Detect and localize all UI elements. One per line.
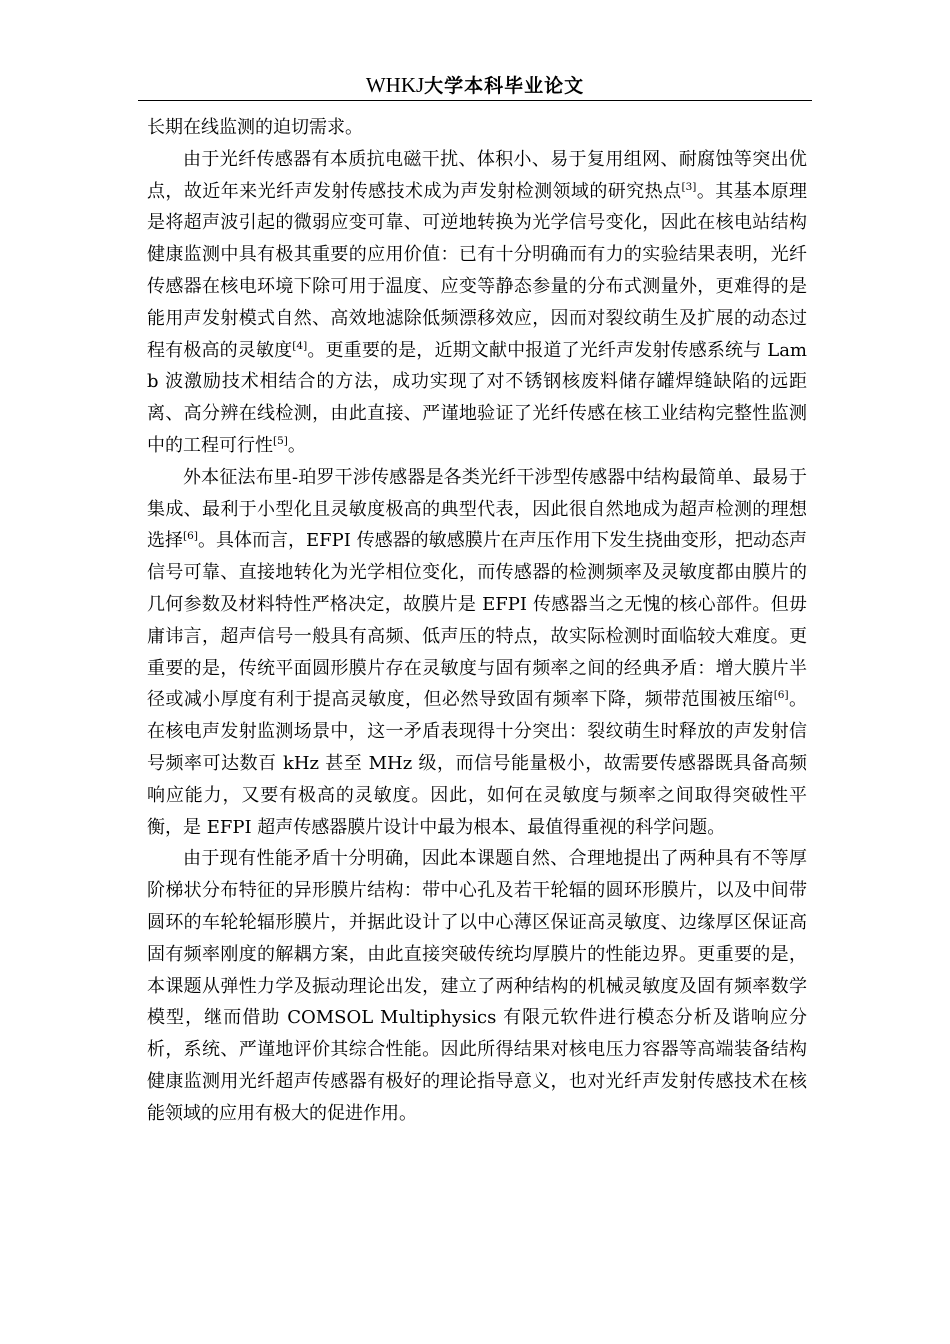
paragraph-text: 。在核电声发射监测场景中，这一矛盾表现得十分突出：裂纹萌生时释放的声发射信号频率可达数百 kHz 甚至 MHz 级，而信号能量极小，故需要传感器既具备高频响应能力，又要有极高的灵敏度。因此，如何在灵敏度与频率之间取得突破性平衡，是 EFPI 超声传感器膜片设计中最为根本、最值得重视的科学问题。 (147, 689, 808, 838)
paper-body (147, 112, 807, 1130)
paragraph-text: 由于现有性能矛盾十分明确，因此本课题自然、合理地提出了两种具有不等厚阶梯状分布特征的异形膜片结构：带中心孔及若干轮辐的圆环形膜片，以及中间带圆环的车轮轮辐形膜片，并据此设计了以中心薄区保证高灵敏度、边缘厚区保证高固有频率刚度的解耦方案，由此直接突破传统均厚膜片的性能边界。更重要的是，本课题从弹性力学及振动理论出发，建立了两种结构的机械灵敏度及固有频率数学模型，继而借助 COMSOL Multiphysics 有限元软件进行模态分析及谐响应分析，系统、严谨地评价其综合性能。因此所得结果对核电压力容器等高端装备结构健康监测用光纤超声传感器有极好的理论指导意义，也对光纤声发射传感技术在核能领域的应用有极大的促进作用。 (147, 848, 807, 1124)
header-cjk: 大学本科毕业论文 (424, 75, 585, 97)
page-header (138, 70, 812, 101)
header-title (366, 70, 584, 102)
paragraph (147, 144, 807, 462)
header-latin: WHKJ (365, 73, 425, 97)
citation-ref: [3] (681, 180, 697, 193)
paragraph-text: 长期在线监测的迫切需求。 (147, 117, 363, 138)
paragraph (147, 843, 807, 1129)
paragraph (147, 462, 807, 844)
citation-ref: [5] (273, 434, 288, 447)
paragraph-text: 。 (287, 434, 306, 456)
paragraph-text: 由于光纤传感器有本质抗电磁干扰、体积小、易于复用组网、耐腐蚀等突出优点，故近年来光纤声发射传感技术成为声发射检测领域的研究热点 (147, 148, 807, 202)
paragraph-text: 外本征法布里-珀罗干涉传感器是各类光纤干涉型传感器中结构最简单、最易于集成、最利于小型化且灵敏度极高的典型代表，因此很自然地成为超声检测的理想选择 (147, 466, 807, 552)
citation-ref: [4] (292, 339, 308, 352)
paragraph-text: 。其基本原理是将超声波引起的微弱应变可靠、可逆地转换为光学信号变化，因此在核电站结构健康监测中具有极其重要的应用价值：已有十分明确而有力的实验结果表明，光纤传感器在核电环境下除可用于温度、应变等静态参量的分布式测量外，更难得的是能用声发射模式自然、高效地滤除低频漂移效应，因而对裂纹萌生及扩展的动态过程有极高的灵敏度 (147, 180, 807, 361)
paragraph (147, 112, 807, 144)
citation-ref: [6] (773, 689, 789, 702)
paragraph-text: 。具体而言，EFPI 传感器的敏感膜片在声压作用下发生挠曲变形，把动态声信号可靠、直接地转化为光学相位变化，而传感器的检测频率及灵敏度都由膜片的几何参数及材料特性严格决定，故膜片是 EFPI 传感器当之无愧的核心部件。但毋庸讳言，超声信号一般具有高频、低声压的特点，故实际检测时面临较大难度。更重要的是，传统平面圆形膜片存在灵敏度与固有频率之间的经典矛盾：增大膜片半径或减小厚度有利于提高灵敏度，但必然导致固有频率下降，频带范围被压缩 (147, 530, 808, 711)
citation-ref: [6] (183, 530, 198, 543)
paragraph-text: 。更重要的是，近期文献中报道了光纤声发射传感系统与 Lamb 波激励技术相结合的方法，成功实现了对不锈钢核废料储存罐焊缝缺陷的远距离、高分辨在线检测，由此直接、严谨地验证了光纤传感在核工业结构完整性监测中的工程可行性 (147, 339, 807, 456)
